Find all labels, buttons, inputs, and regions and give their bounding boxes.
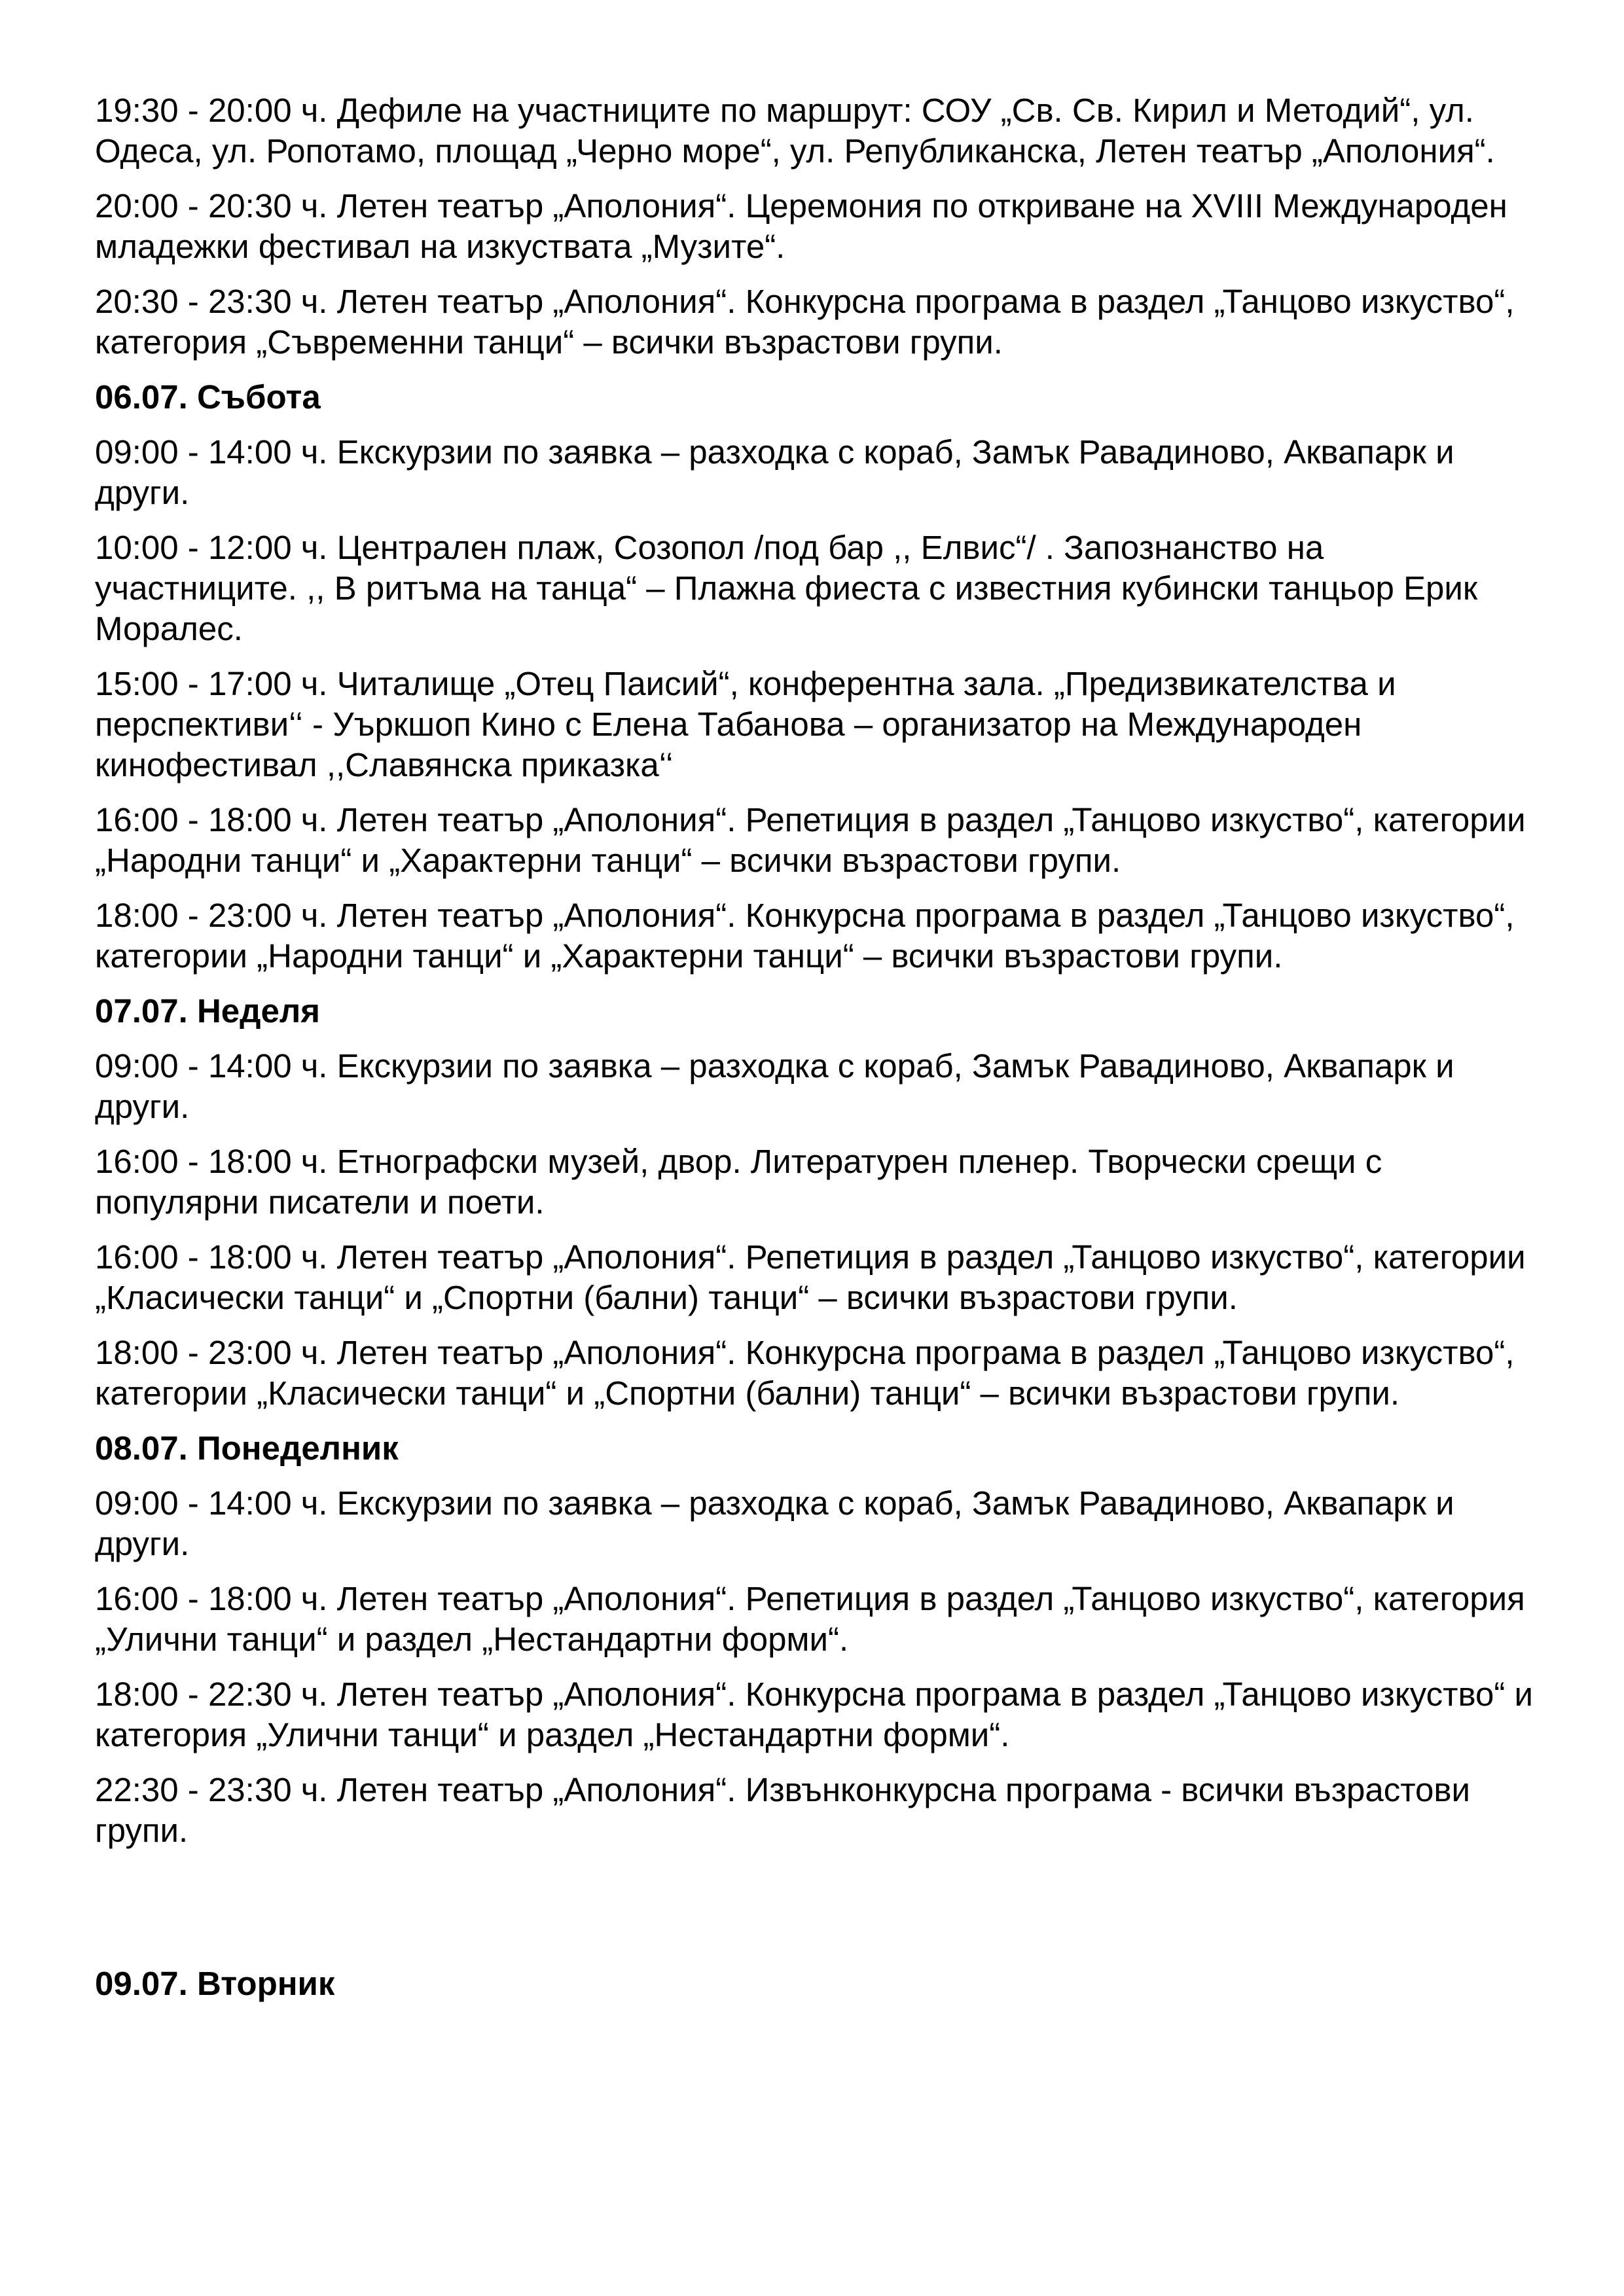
schedule-entry: 15:00 - 17:00 ч. Читалище „Отец Паисий“, конферентна зала. „Предизвикателства и перспективи‘‘ - Уъркшоп Кино с Елена Табанова – организатор на Международен кинофестивал ,,Славянска приказка‘‘ (95, 665, 1396, 783)
day-heading: 08.07. Понеделник (95, 1429, 399, 1467)
schedule-entry: 10:00 - 12:00 ч. Централен плаж, Созопол /под бар ,, Елвис“/ . Запознанство на участниците. ,, В ритъма на танца“ – Плажна фиеста с известния кубински танцьор Ерик Моралес. (95, 529, 1478, 647)
schedule-entry: 16:00 - 18:00 ч. Летен театър „Аполония“. Репетиция в раздел „Танцово изкуство“, категории „Класически танци“ и „Спортни (бални) танци“ – всички възрастови групи. (95, 1238, 1526, 1316)
schedule-entry: 20:00 - 20:30 ч. Летен театър „Аполония“. Церемония по откриване на XVIII Международен младежки фестивал на изкуствата „Музите“. (95, 187, 1507, 265)
schedule-entry: 18:00 - 23:00 ч. Летен театър „Аполония“. Конкурсна програма в раздел „Танцово изкуство“, категории „Класически танци“ и „Спортни (бални) танци“ – всички възрастови групи. (95, 1334, 1515, 1412)
schedule-entry: 16:00 - 18:00 ч. Летен театър „Аполония“. Репетиция в раздел „Танцово изкуство“, категории „Народни танци“ и „Характерни танци“ – всички възрастови групи. (95, 801, 1526, 879)
schedule-entry: 18:00 - 22:30 ч. Летен театър „Аполония“. Конкурсна програма в раздел „Танцово изкуство“ и категория „Улични танци“ и раздел „Нестандартни форми“. (95, 1676, 1534, 1753)
schedule-entry: 22:30 - 23:30 ч. Летен театър „Аполония“. Извънконкурсна програма - всички възрастови групи. (95, 1771, 1470, 1849)
section-spacer (95, 1865, 1535, 1964)
schedule-entry: 09:00 - 14:00 ч. Екскурзии по заявка – разходка с кораб, Замък Равадиново, Аквапарк и други. (95, 1047, 1454, 1125)
day-heading: 07.07. Неделя (95, 992, 321, 1030)
schedule-entry: 20:30 - 23:30 ч. Летен театър „Аполония“. Конкурсна програма в раздел „Танцово изкуство“, категория „Съвременни танци“ – всички възрастови групи. (95, 283, 1515, 361)
day-heading: 09.07. Вторник (95, 1965, 335, 2002)
schedule-entry: 19:30 - 20:00 ч. Дефиле на участниците по маршрут: СОУ „Св. Св. Кирил и Методий“, ул. Одеса, ул. Ропотамо, площад „Черно море“, ул. Републиканска, Летен театър „Аполония“. (95, 92, 1495, 170)
schedule-entry: 16:00 - 18:00 ч. Летен театър „Аполония“. Репетиция в раздел „Танцово изкуство“, категория „Улични танци“ и раздел „Нестандартни форми“. (95, 1580, 1525, 1658)
schedule-entry: 09:00 - 14:00 ч. Екскурзии по заявка – разходка с кораб, Замък Равадиново, Аквапарк и други. (95, 1484, 1454, 1562)
schedule-entry: 09:00 - 14:00 ч. Екскурзии по заявка – разходка с кораб, Замък Равадиново, Аквапарк и други. (95, 433, 1454, 511)
document-page (95, 90, 1535, 2018)
schedule-entry: 16:00 - 18:00 ч. Етнографски музей, двор. Литературен пленер. Творчески срещи с популярни писатели и поети. (95, 1143, 1382, 1221)
schedule-entry: 18:00 - 23:00 ч. Летен театър „Аполония“. Конкурсна програма в раздел „Танцово изкуство“, категории „Народни танци“ и „Характерни танци“ – всички възрастови групи. (95, 897, 1515, 975)
day-heading: 06.07. Събота (95, 378, 321, 416)
